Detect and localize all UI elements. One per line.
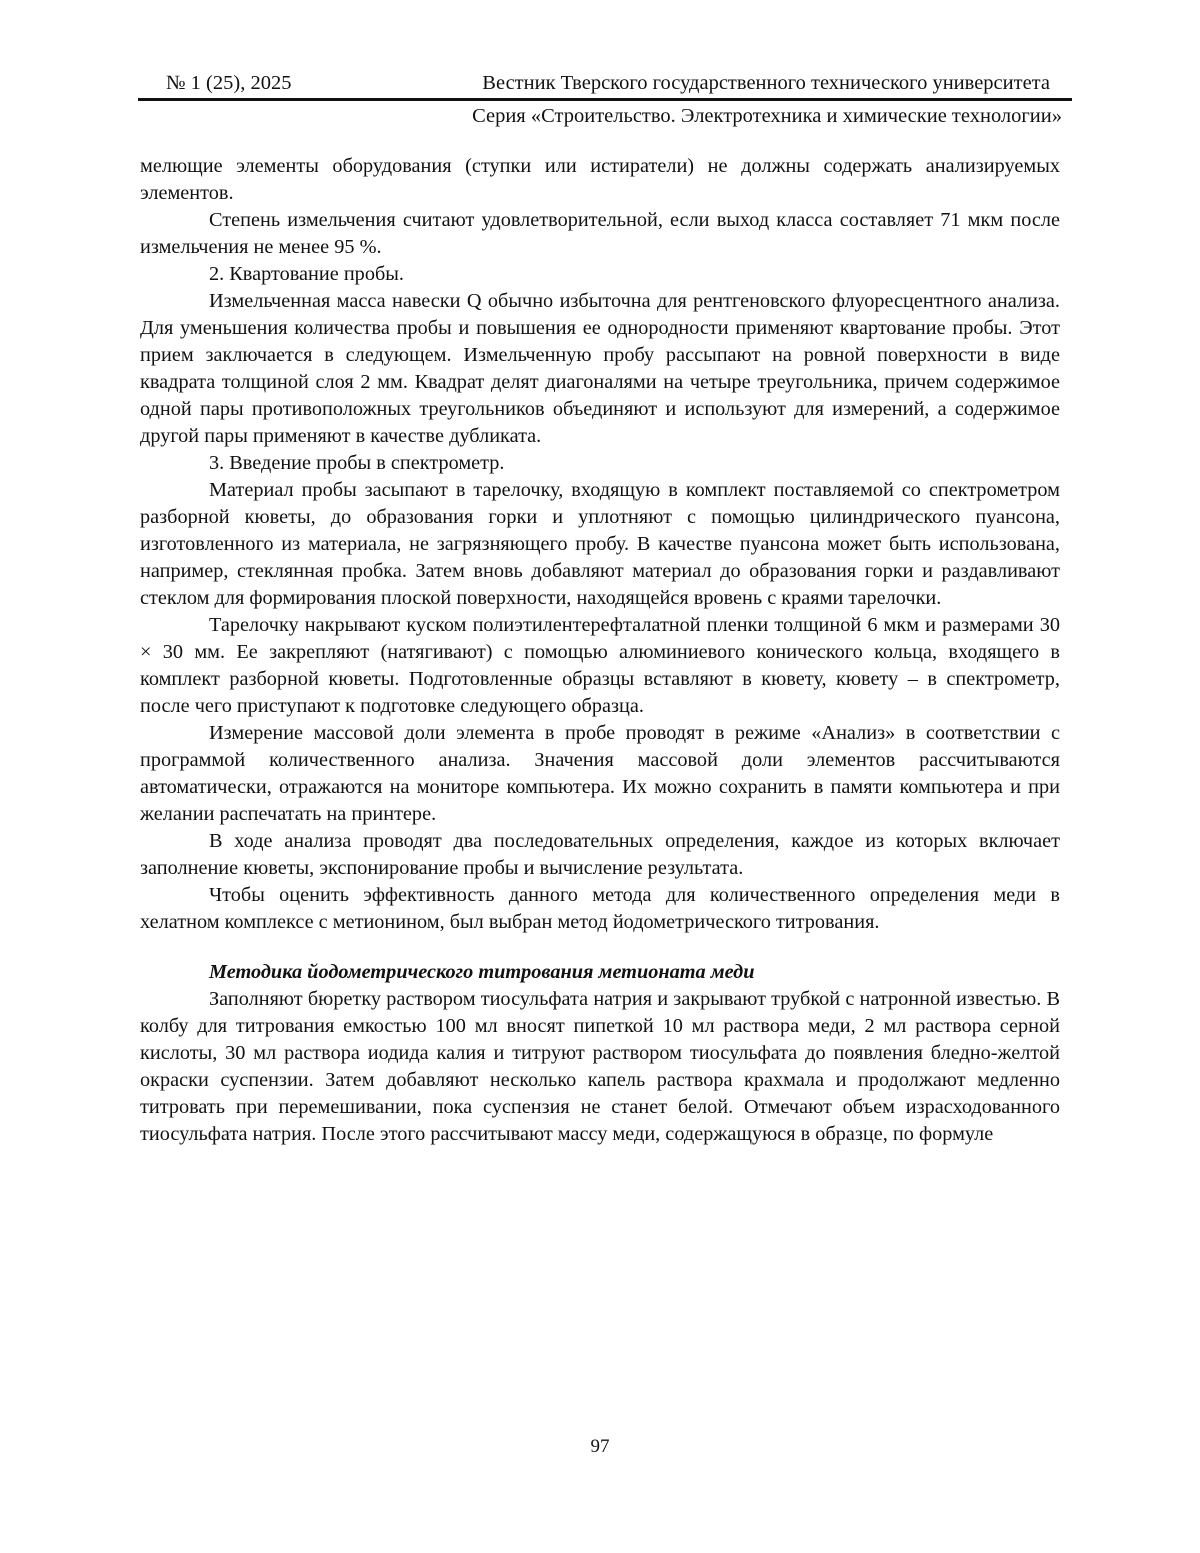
paragraph: Измерение массовой доли элемента в пробе проводят в режиме «Анализ» в соответствии с программой количественного анализа. Значения массовой доли элементов рассчитываются автоматически, отражаются на мониторе компьютера. Их можно сохранить в памяти компьютера и при желании распечатать на принтере.: [140, 722, 1060, 825]
paragraph: В ходе анализа проводят два последовательных определения, каждое из которых включает заполнение кюветы, экспонирование пробы и вычисление результата.: [140, 830, 1060, 879]
paragraph: 2. Квартование пробы.: [209, 263, 404, 285]
page-number: 97: [590, 1436, 610, 1457]
header-rule: [138, 98, 1072, 101]
issue-number: № 1 (25), 2025: [166, 72, 292, 94]
paragraph: мелющие элементы оборудования (ступки или истиратели) не должны содержать анализируемых элементов.: [140, 155, 1060, 204]
section-heading: Методика йодометрического титрования метионата меди: [209, 961, 755, 983]
main-text: [140, 153, 1060, 1148]
paragraph: Степень измельчения считают удовлетворительной, если выход класса составляет 71 мкм после измельчения не менее 95 %.: [140, 209, 1060, 258]
journal-title: Вестник Тверского государственного технического университета: [482, 72, 1050, 94]
running-header: [140, 72, 1072, 98]
series-title: Серия «Строительство. Электротехника и химические технологии»: [472, 105, 1062, 127]
paragraph: Измельченная масса навески Q обычно избыточна для рентгеновского флуоресцентного анализа. Для уменьшения количества пробы и повышения ее однородности применяют квартование пробы. Этот прием заключается в следующем. Измельченную пробу рассыпают на ровной поверхности в виде квадрата толщиной слоя 2 мм. Квадрат делят диагоналями на четыре треугольника, причем содержимое одной пары противоположных треугольников объединяют и используют для измерений, а содержимое другой пары применяют в качестве дубликата.: [140, 290, 1060, 447]
paragraph: 3. Введение пробы в спектрометр.: [209, 452, 505, 474]
paragraph: Материал пробы засыпают в тарелочку, входящую в комплект поставляемой со спектрометром разборной кюветы, до образования горки и уплотняют с помощью цилиндрического пуансона, изготовленного из материала, не загрязняющего пробу. В качестве пуансона может быть использована, например, стеклянная пробка. Затем вновь добавляют материал до образования горки и раздавливают стеклом для формирования плоской поверхности, находящейся вровень с краями тарелочки.: [140, 479, 1060, 609]
paragraph: Заполняют бюретку раствором тиосульфата натрия и закрывают трубкой с натронной известью. В колбу для титрования емкостью 100 мл вносят пипеткой 10 мл раствора меди, 2 мл раствора серной кислоты, 30 мл раствора иодида калия и титруют раствором тиосульфата до появления бледно-желтой окраски суспензии. Затем добавляют несколько капель раствора крахмала и продолжают медленно титровать при перемешивании, пока суспензия не станет белой. Отмечают объем израсходованного тиосульфата натрия. После этого рассчитывают массу меди, содержащуюся в образце, по формуле: [140, 988, 1060, 1145]
paragraph: Тарелочку накрывают куском полиэтилентерефталатной пленки толщиной 6 мкм и размерами 30 × 30 мм. Ее закрепляют (натягивают) с помощью алюминиевого конического кольца, входящего в комплект разборной кюветы. Подготовленные образцы вставляют в кювету, кювету – в спектрометр, после чего приступают к подготовке следующего образца.: [140, 614, 1060, 717]
paragraph: Чтобы оценить эффективность данного метода для количественного определения меди в хелатном комплексе с метионином, был выбран метод йодометрического титрования.: [140, 884, 1060, 933]
